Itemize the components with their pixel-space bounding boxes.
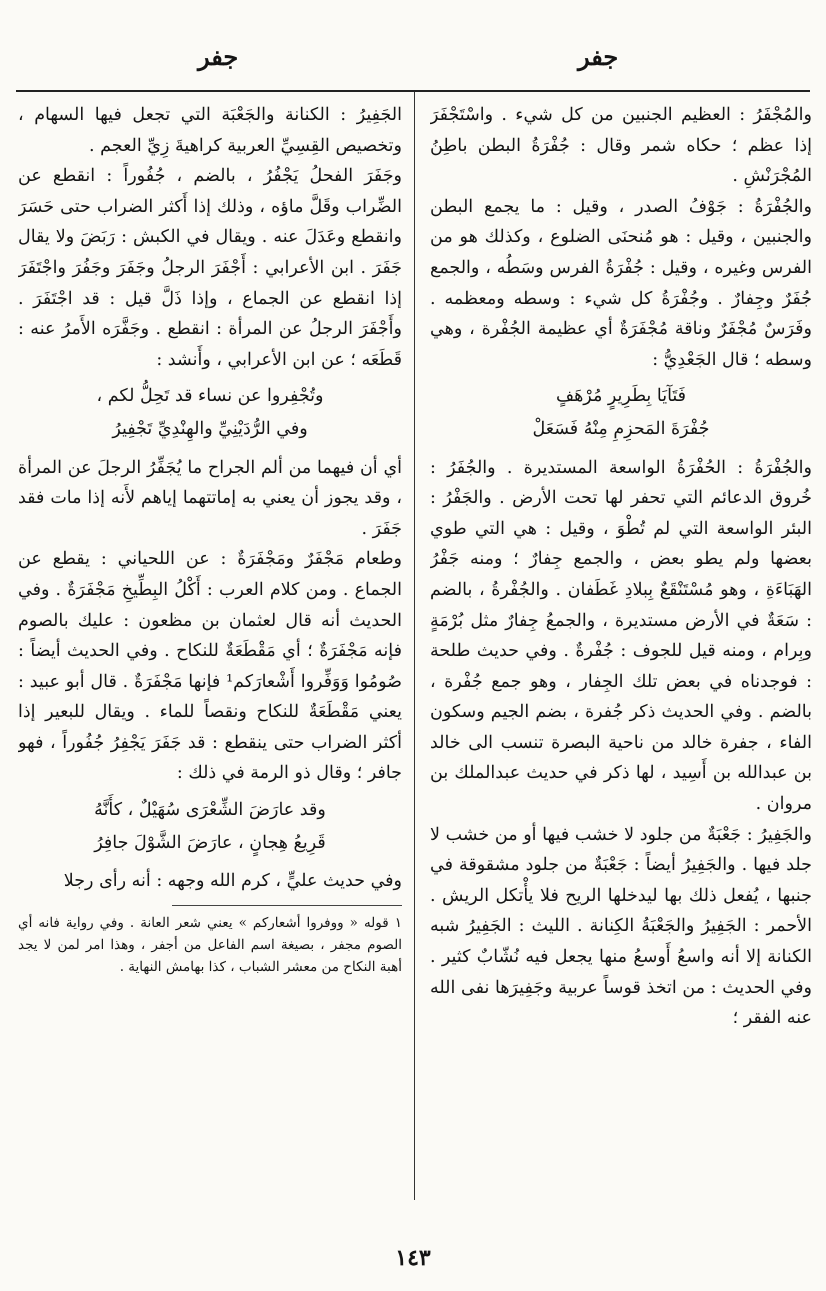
entry-paragraph: أي أن فيهما من ألم الجراح ما يُجَفِّرُ الرجلَ عن المرأة ، وقد يجوز أن يعني به إماتتهما إياهم لأَنه إذا مات فقد جَفَرَ . [18, 457, 402, 539]
entry-paragraph: وجَفَرَ الفحلُ يَجْفُرُ ، بالضم ، جُفُوراً : انقطع عن الضِّراب وقَلَّ ماؤه ، وذلك إذا أَكثر الضراب حتى حَسَرَ وانقطع وعَدَلَ عنه . ويقال في الكبش : رَبَضَ ولا يقال جَفَرَ . ابن الأعرابي : أَجْفَرَ الرجلُ وجَفَرَ وجَفُرَ واجْتَفَرَ إذا انقطع عن الجماع ، وإذا ذَلَّ قيل : قد اجْتَفَرَ . وأَجْفَرَ الرجلُ عن المرأة : انقطع . وجَفَّرَه الأَمرُ عنه : قَطَعَه ؛ عن ابن الأعرابي ، وأَنشد : [18, 166, 402, 370]
verse-line: وقد عارَضَ الشِّعْرَى سُهَيْلٌ ، كأَنَّهُ [94, 800, 326, 821]
entry-paragraph: والجَفِيرُ : جَعْبَةٌ من جلود لا خشب فيها أو من خشب لا جلد فيها . والجَفِيرُ أيضاً : جَعْبَةٌ من جلود مشقوقة في جنبها ، يُفعل ذلك بها ليدخلها الريح فلا يأْتكل الريش . الأحمر : الجَفِيرُ والجَعْبَةُ الكِنانة . الليث : الجَفِيرُ شبه الكنانة إلا أنه واسعُ أَوسعُ منها يجعل فيه نُشّابٌ كثير . وفي الحديث : من اتخذ قوساً عربية وجَفِيرَها نفى الله عنه الفقر ؛ [430, 824, 812, 1029]
entry-paragraph: والمُجْفَرُ : العظيم الجنبين من كل شيء . واسْتَجْفَرَ إذا عظم ؛ حكاه شمر وقال : جُفْرَةُ البطن باطِنُ المُجْرَنْشِ . [430, 105, 812, 187]
verse-line: قَرِيعُ هِجانٍ ، عارَضَ الشَّوْلَ جافِرُ [94, 832, 326, 853]
verse-line: فَتَآيَا بِطَرِيرٍ مُرْهَفٍ [555, 386, 687, 407]
entry-paragraph: وطعام مَجْفَرٌ ومَجْفَرَةٌ : عن اللحياني : يقطع عن الجماع . ومن كلام العرب : أَكْلُ البِطِّيخِ مَجْفَرَةٌ . وفي الحديث أنه قال لعثمان بن مظعون : عليك بالصوم فإنه مَجْفَرَةٌ ؛ أي مَقْطَعَةٌ للنكاح . وفي الحديث أيضاً : صُومُوا وَوَفِّروا أَشْعارَكم¹ فإنها مَجْفَرَةٌ . قال أبو عبيد : يعني مَقْطَعَةٌ للنكاح ونقصاً للماء . ويقال للبعير إذا أكثر الضراب حتى ينقطع : قد جَفَرَ يَجْفِرُ جُفُوراً ، فهو جافر ؛ وقال ذو الرمة في ذلك : [18, 549, 402, 784]
entry-paragraph: وفي حديث عليٍّ ، كرم الله وجهه : أنه رأى رجلا [63, 871, 402, 892]
running-headword-right: جفر [578, 42, 619, 71]
footnote-rule [172, 905, 402, 906]
entry-paragraph: الجَفِيرُ : الكنانة والجَعْبَة التي تجعل فيها السهام ، وتخصيص القِسِيِّ العربية كراهيةَ زِيِّ العجم . [18, 105, 402, 156]
page-number: ١٤٣ [395, 1245, 431, 1271]
footnote: ١ قوله « ووفروا أشعاركم » يعني شعر العانة . وفي رواية فانه أي الصوم مجفر ، بصيغة اسم الفاعل من أجفر ، وهذا امر لمن لا يجد أهبة النكاح من معشر الشباب ، كذا بهامش النهاية . [18, 914, 402, 975]
header-rule [16, 90, 810, 92]
verse-line: جُفْرَةَ المَحزِمِ مِنْهُ فَسَعَلْ [532, 418, 710, 439]
verse-line: وفي الرُّدَيْنِيِّ والهِنْدِيِّ تَجْفِيرُ [112, 418, 308, 439]
left-column [18, 100, 402, 1200]
verse-line: وتُجْفِروا عن نساء قد تَحِلُّ لكم ، [96, 386, 324, 407]
running-headword-left: جفر [198, 42, 239, 71]
entry-paragraph: والجُفْرَةُ : جَوْفُ الصدر ، وقيل : ما يجمع البطن والجنبين ، وقيل : هو مُنحنَى الضلوع ، وكذلك هو من الفرس وغيره ، وقيل : جُفْرَةُ الفرس وسَطُه ، والجمع جُفَرٌ وجِفارٌ . وجُفْرَةُ كل شيء : وسطه ومعظمه . وفَرَسٌ مُجْفَرٌ وناقة مُجْفَرَةٌ أي عظيمة الجُفْرة ، وهي وسطه ؛ قال الجَعْدِيُّ : [430, 196, 812, 370]
right-column [430, 100, 812, 1200]
entry-paragraph: والجُفْرَةُ : الحُفْرَةُ الواسعة المستديرة . والجُفَرُ : خُروق الدعائم التي تحفر لها تحت الأرض . والجَفْرُ : البئر الواسعة التي لم تُطْوَ ، وقيل : هي التي طوي بعضها ولم يطو بعض ، والجمع جِفارٌ ؛ ومنه جَفْرُ الهَبَاءَةِ ، وهو مُسْتَنْقَعٌ بِبلادِ غَطَفان . والجُفْرةُ ، بالضم : سَعَةٌ في الأرض مستديرة ، والجمعُ جِفارٌ مثل بُرْمَةٍ وبِرام ، ومنه قيل للجوف : جُفْرةٌ . وفي حديث طلحة : فوجدناه في بعض تلك الجِفار ، وهو جمع جُفْرة ، بالضم . وفي الحديث ذكر جُفرة ، بضم الجيم وسكون الفاء ، جفرة خالد من ناحية البصرة تنسب الى خالد بن عبدالله بن أَسِيد ، لها ذكر في حديث عبدالملك بن مروان . [430, 457, 812, 815]
column-separator [414, 92, 415, 1200]
